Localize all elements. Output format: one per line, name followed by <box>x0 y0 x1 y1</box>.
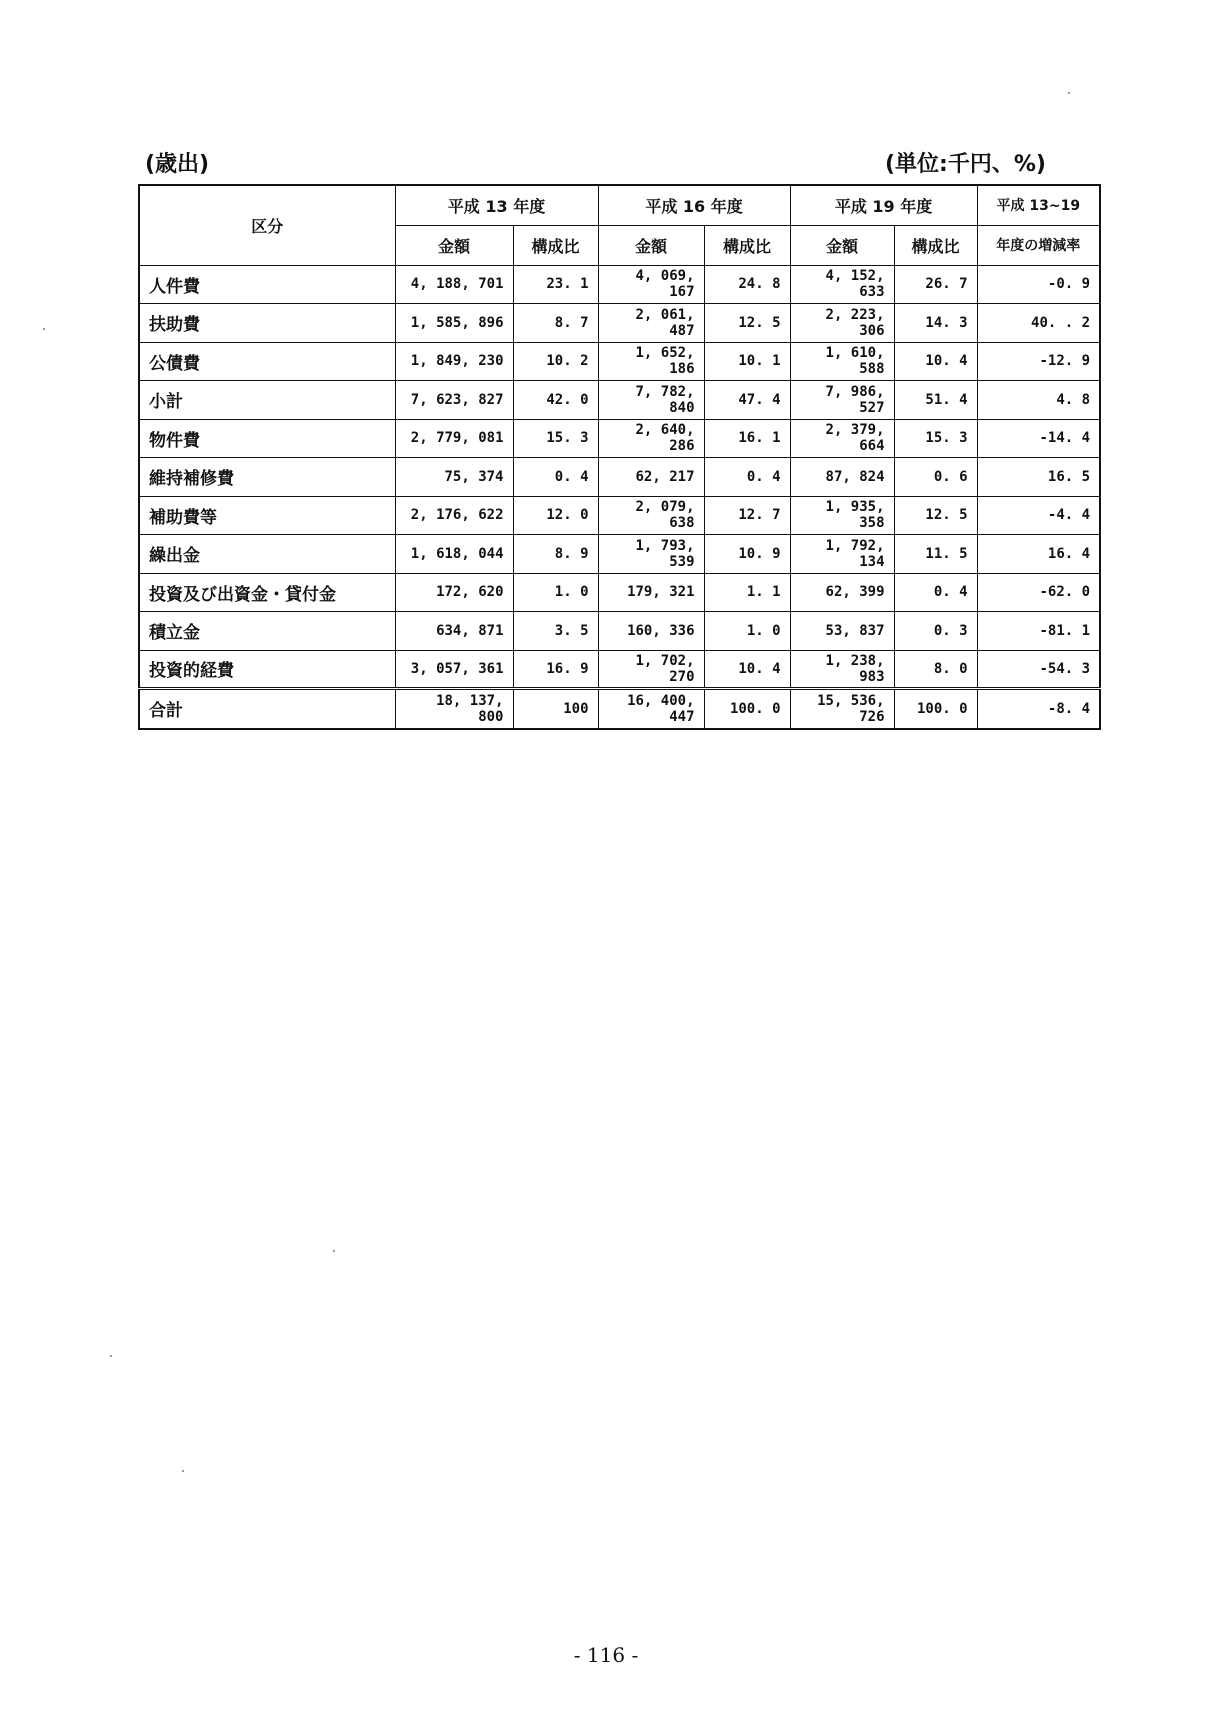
ratio-h13: 23. 1 <box>513 265 598 304</box>
amount-h19: 87, 824 <box>790 458 894 497</box>
ratio-h19: 0. 4 <box>894 573 977 612</box>
ratio-h19: 0. 6 <box>894 458 977 497</box>
page-number: - 116 - <box>573 1643 639 1667</box>
amount-h16: 2, 061, 487 <box>598 304 704 343</box>
amount-h19: 2, 223, 306 <box>790 304 894 343</box>
row-label: 公債費 <box>139 342 395 381</box>
header-change-top: 平成 13~19 <box>977 185 1100 225</box>
amount-h19: 1, 935, 358 <box>790 496 894 535</box>
amount-h19: 4, 152, 633 <box>790 265 894 304</box>
table-row <box>139 304 1100 343</box>
amount-h13: 3, 057, 361 <box>395 650 513 689</box>
amount-h13: 1, 585, 896 <box>395 304 513 343</box>
amount-h16: 1, 702, 270 <box>598 650 704 689</box>
change-rate: 16. 5 <box>977 458 1100 497</box>
row-label: 扶助費 <box>139 304 395 343</box>
row-label: 投資的経費 <box>139 650 395 689</box>
expenditure-table <box>138 184 1101 730</box>
ratio-h13: 8. 7 <box>513 304 598 343</box>
total-amount-h13: 18, 137, 800 <box>395 689 513 729</box>
change-rate: -4. 4 <box>977 496 1100 535</box>
amount-h16: 2, 079, 638 <box>598 496 704 535</box>
amount-h19: 7, 986, 527 <box>790 381 894 420</box>
change-rate: -12. 9 <box>977 342 1100 381</box>
amount-h19: 1, 792, 134 <box>790 535 894 574</box>
ratio-h16: 16. 1 <box>704 419 790 458</box>
table-row <box>139 342 1100 381</box>
amount-h16: 1, 793, 539 <box>598 535 704 574</box>
ratio-h16: 10. 9 <box>704 535 790 574</box>
amount-h13: 172, 620 <box>395 573 513 612</box>
scan-speck <box>333 1250 335 1252</box>
unit-caption: (単位:千円、%) <box>885 152 1046 177</box>
amount-h16: 4, 069, 167 <box>598 265 704 304</box>
amount-h13: 1, 618, 044 <box>395 535 513 574</box>
ratio-h19: 0. 3 <box>894 612 977 651</box>
table-row <box>139 573 1100 612</box>
ratio-h13: 42. 0 <box>513 381 598 420</box>
amount-h13: 2, 176, 622 <box>395 496 513 535</box>
amount-h19: 1, 238, 983 <box>790 650 894 689</box>
row-label: 積立金 <box>139 612 395 651</box>
header-ratio: 構成比 <box>894 225 977 265</box>
row-label: 人件費 <box>139 265 395 304</box>
change-rate: -14. 4 <box>977 419 1100 458</box>
amount-h13: 7, 623, 827 <box>395 381 513 420</box>
scan-speck <box>110 1355 112 1357</box>
header-ratio: 構成比 <box>513 225 598 265</box>
total-ratio-h13: 100 <box>513 689 598 729</box>
header-year16: 平成 16 年度 <box>598 185 790 225</box>
row-label: 投資及び出資金・貸付金 <box>139 573 395 612</box>
total-amount-h19: 15, 536, 726 <box>790 689 894 729</box>
ratio-h19: 15. 3 <box>894 419 977 458</box>
table-header <box>139 185 1100 265</box>
ratio-h13: 16. 9 <box>513 650 598 689</box>
amount-h16: 160, 336 <box>598 612 704 651</box>
total-ratio-h19: 100. 0 <box>894 689 977 729</box>
amount-h19: 53, 837 <box>790 612 894 651</box>
amount-h13: 2, 779, 081 <box>395 419 513 458</box>
amount-h13: 4, 188, 701 <box>395 265 513 304</box>
table-body <box>139 265 1100 729</box>
change-rate: 40. . 2 <box>977 304 1100 343</box>
row-label: 繰出金 <box>139 535 395 574</box>
total-change-rate: -8. 4 <box>977 689 1100 729</box>
amount-h13: 1, 849, 230 <box>395 342 513 381</box>
row-label: 小計 <box>139 381 395 420</box>
table-row <box>139 496 1100 535</box>
ratio-h19: 11. 5 <box>894 535 977 574</box>
change-rate: -54. 3 <box>977 650 1100 689</box>
total-row <box>139 689 1100 729</box>
scan-speck <box>1068 92 1070 94</box>
amount-h19: 2, 379, 664 <box>790 419 894 458</box>
ratio-h16: 10. 1 <box>704 342 790 381</box>
ratio-h13: 1. 0 <box>513 573 598 612</box>
row-label: 補助費等 <box>139 496 395 535</box>
amount-h16: 179, 321 <box>598 573 704 612</box>
amount-h16: 7, 782, 840 <box>598 381 704 420</box>
ratio-h16: 12. 5 <box>704 304 790 343</box>
header-amount: 金額 <box>790 225 894 265</box>
header-year13: 平成 13 年度 <box>395 185 598 225</box>
header-change-bottom: 年度の増減率 <box>977 225 1100 265</box>
amount-h16: 2, 640, 286 <box>598 419 704 458</box>
table-row <box>139 458 1100 497</box>
change-rate: -0. 9 <box>977 265 1100 304</box>
table-row <box>139 535 1100 574</box>
amount-h19: 62, 399 <box>790 573 894 612</box>
header-ratio: 構成比 <box>704 225 790 265</box>
scan-speck <box>43 328 45 330</box>
ratio-h13: 0. 4 <box>513 458 598 497</box>
ratio-h19: 51. 4 <box>894 381 977 420</box>
table-row <box>139 419 1100 458</box>
amount-h16: 1, 652, 186 <box>598 342 704 381</box>
table-row <box>139 612 1100 651</box>
change-rate: 16. 4 <box>977 535 1100 574</box>
total-ratio-h16: 100. 0 <box>704 689 790 729</box>
ratio-h16: 1. 1 <box>704 573 790 612</box>
ratio-h16: 10. 4 <box>704 650 790 689</box>
ratio-h13: 8. 9 <box>513 535 598 574</box>
row-label: 維持補修費 <box>139 458 395 497</box>
ratio-h19: 14. 3 <box>894 304 977 343</box>
change-rate: 4. 8 <box>977 381 1100 420</box>
ratio-h13: 12. 0 <box>513 496 598 535</box>
ratio-h13: 15. 3 <box>513 419 598 458</box>
amount-h13: 634, 871 <box>395 612 513 651</box>
ratio-h16: 12. 7 <box>704 496 790 535</box>
ratio-h19: 12. 5 <box>894 496 977 535</box>
ratio-h16: 1. 0 <box>704 612 790 651</box>
ratio-h13: 3. 5 <box>513 612 598 651</box>
header-year19: 平成 19 年度 <box>790 185 977 225</box>
row-label: 物件費 <box>139 419 395 458</box>
ratio-h19: 8. 0 <box>894 650 977 689</box>
amount-h16: 62, 217 <box>598 458 704 497</box>
ratio-h16: 0. 4 <box>704 458 790 497</box>
table-row <box>139 650 1100 689</box>
ratio-h19: 10. 4 <box>894 342 977 381</box>
table-row <box>139 265 1100 304</box>
ratio-h16: 24. 8 <box>704 265 790 304</box>
amount-h13: 75, 374 <box>395 458 513 497</box>
section-caption: (歳出) <box>145 152 210 177</box>
ratio-h19: 26. 7 <box>894 265 977 304</box>
total-label: 合計 <box>139 689 395 729</box>
header-amount: 金額 <box>395 225 513 265</box>
ratio-h16: 47. 4 <box>704 381 790 420</box>
header-amount: 金額 <box>598 225 704 265</box>
total-amount-h16: 16, 400, 447 <box>598 689 704 729</box>
scan-speck <box>182 1470 184 1472</box>
change-rate: -62. 0 <box>977 573 1100 612</box>
table-row <box>139 381 1100 420</box>
ratio-h13: 10. 2 <box>513 342 598 381</box>
amount-h19: 1, 610, 588 <box>790 342 894 381</box>
header-category: 区分 <box>139 185 395 265</box>
change-rate: -81. 1 <box>977 612 1100 651</box>
